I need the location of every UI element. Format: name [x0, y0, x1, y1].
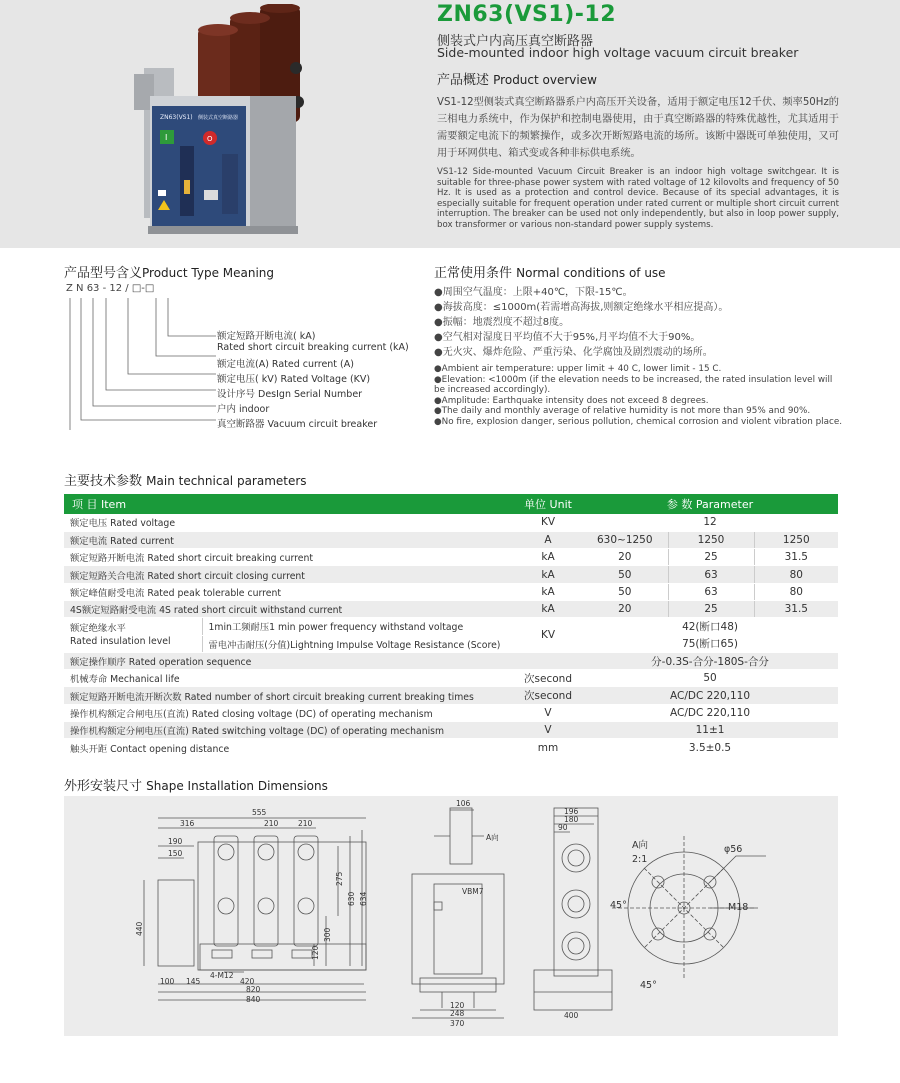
- insulation-sub2: 雷电冲击耐压(分值)Lightning Impulse Voltage Resistance (Score): [202, 635, 514, 652]
- dim-label: 180: [564, 815, 579, 824]
- type-meaning-heading-en: Product Type Meaning: [142, 266, 275, 280]
- dim-label: 190: [168, 837, 183, 846]
- row-item: 操作机构额定合闸电压(直流) Rated closing voltage (DC) of operating mechanism: [64, 704, 514, 721]
- tech-params-heading-cn: 主要技术参数: [64, 474, 143, 489]
- table-row: [64, 514, 838, 531]
- dim-label: 210: [264, 819, 279, 828]
- condition-en-item: ●Amplitude: Earthquake intensity does not exceed 8 degrees.: [434, 395, 709, 406]
- row-value: 25: [668, 549, 754, 566]
- dim-label: 440: [135, 921, 144, 936]
- dim-label: 120: [450, 1001, 465, 1010]
- row-item: 触头开距 Contact opening distance: [64, 739, 514, 756]
- row-value: 12: [582, 514, 838, 531]
- row-value: AC/DC 220,110: [582, 687, 838, 704]
- condition-en-item: ●No fire, explosion danger, serious pollution, chemical corrosion and violent vibration place.: [434, 416, 843, 427]
- row-value: 11±1: [582, 722, 838, 739]
- insulation-label-en: Rated insulation level: [70, 636, 171, 648]
- type-label-vacuum: 真空断路器 Vacuum circuit breaker: [217, 419, 378, 430]
- row-unit: A: [514, 531, 582, 548]
- row-value: 20: [582, 549, 668, 566]
- table-row: [64, 739, 838, 756]
- dim-label: 275: [335, 871, 344, 886]
- dim-label: 210: [298, 819, 313, 828]
- row-value: 1250: [668, 531, 754, 548]
- overview-text-en: VS1-12 Side-mounted Vacuum Circuit Breaker is an indoor high voltage switchgear. It is suitable for three-phase power system with rated voltage of 12 kilovolts and frequency of 50 Hz. It is used as a protection and control device. Because of its special advantages, it is especially suitable for frequent operation under rated current or multiple short circuit current interruption. The breaker can be used not only independently, but also in loop power supply, box transformer or various non-standard power supply systems.: [437, 167, 839, 230]
- condition-cn-item: ●周围空气温度：上限+40℃，下限-15℃。: [434, 287, 633, 298]
- condition-en-item: ●Ambient air temperature: upper limit + 40 C, lower limit - 15 C.: [434, 364, 722, 374]
- svg-text:I: I: [165, 133, 168, 142]
- dim-label: 634: [359, 891, 368, 906]
- row-item: 额定操作顺序 Rated operation sequence: [64, 652, 514, 669]
- row-unit: kA: [514, 583, 582, 600]
- tech-params-heading: [64, 470, 307, 489]
- row-item: 操作机构额定分闸电压(直流) Rated switching voltage (DC) of operating mechanism: [64, 722, 514, 739]
- row-value: 25: [668, 600, 754, 617]
- row-value: 3.5±0.5: [582, 739, 838, 756]
- table-row: [64, 704, 838, 721]
- type-label-voltage: 额定电压( kV) Rated Voltage (KV): [217, 374, 371, 385]
- row-value: 31.5: [754, 549, 838, 566]
- table-row: [64, 722, 838, 739]
- dim-label: A向: [486, 833, 499, 842]
- table-row: [64, 670, 838, 687]
- col-param-header: 参 数 Parameter: [582, 494, 838, 514]
- row-value: 63: [668, 566, 754, 583]
- table-row: [64, 531, 838, 548]
- dim-label: 150: [168, 849, 183, 858]
- row-unit: kA: [514, 600, 582, 617]
- insulation-label-cn: 额定绝缘水平: [70, 623, 126, 635]
- dim-label: 300: [323, 927, 332, 942]
- insulation-unit: KV: [514, 618, 582, 653]
- row-item: 额定电流 Rated current: [64, 531, 514, 548]
- table-row: [64, 600, 838, 617]
- dim-label: 4-M12: [210, 971, 234, 980]
- dimensions-heading-cn: 外形安装尺寸: [64, 779, 143, 794]
- insulation-val2: 75(断口65): [582, 635, 838, 652]
- normal-conditions-cn-list: [434, 285, 844, 360]
- type-meaning-lines: [60, 290, 230, 430]
- normal-conditions-heading-cn: 正常使用条件: [434, 266, 513, 281]
- row-item: 额定短路关合电流 Rated short circuit closing current: [64, 566, 514, 583]
- row-value: AC/DC 220,110: [582, 704, 838, 721]
- dim-label: 196: [564, 807, 579, 816]
- dim-label: 820: [246, 985, 261, 994]
- dim-label: 400: [564, 1011, 579, 1020]
- detail-angle-label: 45°: [610, 900, 627, 911]
- table-row: [64, 618, 838, 635]
- subtitle-cn: 侧装式户内高压真空断路器: [437, 34, 594, 49]
- overview-text-cn: VS1-12型侧装式真空断路器系户内高压开关设备，适用于额定电压12千伏、频率50Hz的三相电力系统中，作为保护和控制电器使用，由于真空断路器的特殊优越性，尤其适用于需要额定电流下的频繁操作，或多次开断短路电流的场所。该断中器既可单独使用，又可用于环网供电、箱式变或各种非标供电系统。: [437, 97, 839, 159]
- row-unit: 次second: [514, 687, 582, 704]
- type-label-indoor: 户内 indoor: [217, 404, 270, 415]
- dimension-drawings: [64, 796, 838, 1036]
- table-row: [64, 566, 838, 583]
- page-title: ZN63(VS1)-12: [437, 2, 617, 27]
- row-unit: kA: [514, 549, 582, 566]
- row-item: 4S额定短路耐受电流 4S rated short circuit withstand current: [64, 600, 514, 617]
- product-photo: [130, 4, 326, 236]
- dim-label: 100: [160, 977, 175, 986]
- dim-label: 316: [180, 819, 195, 828]
- row-value: 630~1250: [582, 531, 668, 548]
- dim-label: VBM7: [462, 887, 484, 896]
- col-unit-header: 单位 Unit: [514, 494, 582, 514]
- end-view-drawing: [534, 808, 612, 1010]
- detail-scale-label: 2:1: [632, 854, 648, 865]
- row-value: 1250: [754, 531, 838, 548]
- row-value: 80: [754, 583, 838, 600]
- normal-conditions-heading: [434, 262, 666, 281]
- table-row: [64, 652, 838, 669]
- row-unit: 次second: [514, 670, 582, 687]
- row-unit: kA: [514, 566, 582, 583]
- dim-label: 120: [311, 945, 320, 960]
- type-meaning-heading-cn: 产品型号含义: [64, 266, 143, 281]
- row-value: 80: [754, 566, 838, 583]
- photo-panel-title: 侧装式真空断路器: [198, 115, 239, 121]
- type-label-current: 额定电流(A) Rated current (A): [217, 359, 354, 370]
- row-value: 50: [582, 670, 838, 687]
- insulation-val1: 42(断口48): [582, 618, 838, 635]
- table-header-row: [64, 494, 838, 514]
- type-label-design: 设计序号 DesIgn Serial Number: [217, 389, 363, 400]
- detail-thread-label: M18: [728, 902, 749, 913]
- type-label-breaking-cn: 额定短路开断电流( kA): [217, 331, 316, 342]
- row-unit: KV: [514, 514, 582, 531]
- row-unit: V: [514, 704, 582, 721]
- condition-en-item: ●The daily and monthly average of relative humidity is not more than 95% and 90%.: [434, 406, 811, 416]
- dim-label: 555: [252, 808, 267, 817]
- row-item: 额定电压 Rated voltage: [64, 514, 514, 531]
- detail-dia-label: φ56: [724, 844, 743, 855]
- row-value: 50: [582, 566, 668, 583]
- detail-view-label: A向: [632, 840, 648, 851]
- dimensions-heading-en: Shape Installation Dimensions: [146, 779, 328, 793]
- condition-en-item: ●Elevation: <1000m (if the elevation needs to be increased, the rated insulation level will be increased accordingly).: [434, 374, 833, 395]
- dim-label: 90: [558, 823, 568, 832]
- type-meaning-heading: [64, 262, 274, 281]
- dim-label: 630: [347, 891, 356, 906]
- dimensions-heading: [64, 775, 328, 794]
- insulation-sub1: 1min工频耐压1 min power frequency withstand voltage: [202, 618, 514, 635]
- overview-heading: [437, 69, 597, 88]
- overview-heading-cn: 产品概述: [437, 73, 490, 88]
- dim-label: 248: [450, 1009, 465, 1018]
- row-unit: V: [514, 722, 582, 739]
- normal-conditions-heading-en: Normal conditions of use: [516, 266, 666, 280]
- overview-heading-en: Product overview: [493, 73, 597, 87]
- row-value: 20: [582, 600, 668, 617]
- insulation-label: [64, 618, 202, 653]
- tech-params-table: [64, 494, 838, 757]
- dim-label: 370: [450, 1019, 465, 1028]
- row-item: 额定峰值耐受电流 Rated peak tolerable current: [64, 583, 514, 600]
- row-value: 50: [582, 583, 668, 600]
- detail-angle-label: 45°: [640, 980, 657, 991]
- subtitle-en: Side-mounted indoor high voltage vacuum circuit breaker: [437, 45, 799, 60]
- row-value: 63: [668, 583, 754, 600]
- table-row: [64, 549, 838, 566]
- dim-label: 106: [456, 799, 471, 808]
- row-unit: mm: [514, 739, 582, 756]
- row-item: 额定短路开断电流 Rated short circuit breaking current: [64, 549, 514, 566]
- photo-panel-label: ZN63(VS1): [160, 114, 193, 121]
- row-item: 机械寿命 Mechanical life: [64, 670, 514, 687]
- type-code: Z N 63 - 12 / □-□: [66, 283, 155, 294]
- condition-cn-item: ●海拔高度：≤1000m(若需增高海拔,则额定绝缘水平相应提高）。: [434, 302, 729, 313]
- table-row: [64, 687, 838, 704]
- type-label-breaking-en: Rated short circuit breaking current (kA): [217, 342, 409, 353]
- condition-cn-item: ●振幅：地震烈度不超过8度。: [434, 317, 570, 328]
- condition-cn-item: ●无火灾、爆炸危险、严重污染、化学腐蚀及剧烈震动的场所。: [434, 347, 713, 358]
- row-value: 31.5: [754, 600, 838, 617]
- col-item-header: 项 目 Item: [64, 494, 514, 514]
- condition-cn-item: ●空气相对湿度日平均值不大于95%,月平均值不大于90%。: [434, 332, 701, 343]
- tech-params-heading-en: Main technical parameters: [146, 474, 307, 488]
- dim-label: 420: [240, 977, 255, 986]
- row-item: 额定短路开断电流开断次数 Rated number of short circuit breaking current breaking times: [64, 687, 514, 704]
- row-value: 分-0.3S-合分-180S-合分: [582, 652, 838, 669]
- dim-label: 145: [186, 977, 201, 986]
- row-unit: [514, 652, 582, 669]
- svg-text:O: O: [207, 135, 213, 143]
- table-row: [64, 583, 838, 600]
- dim-label: 840: [246, 995, 261, 1004]
- normal-conditions-en-list: [434, 364, 844, 427]
